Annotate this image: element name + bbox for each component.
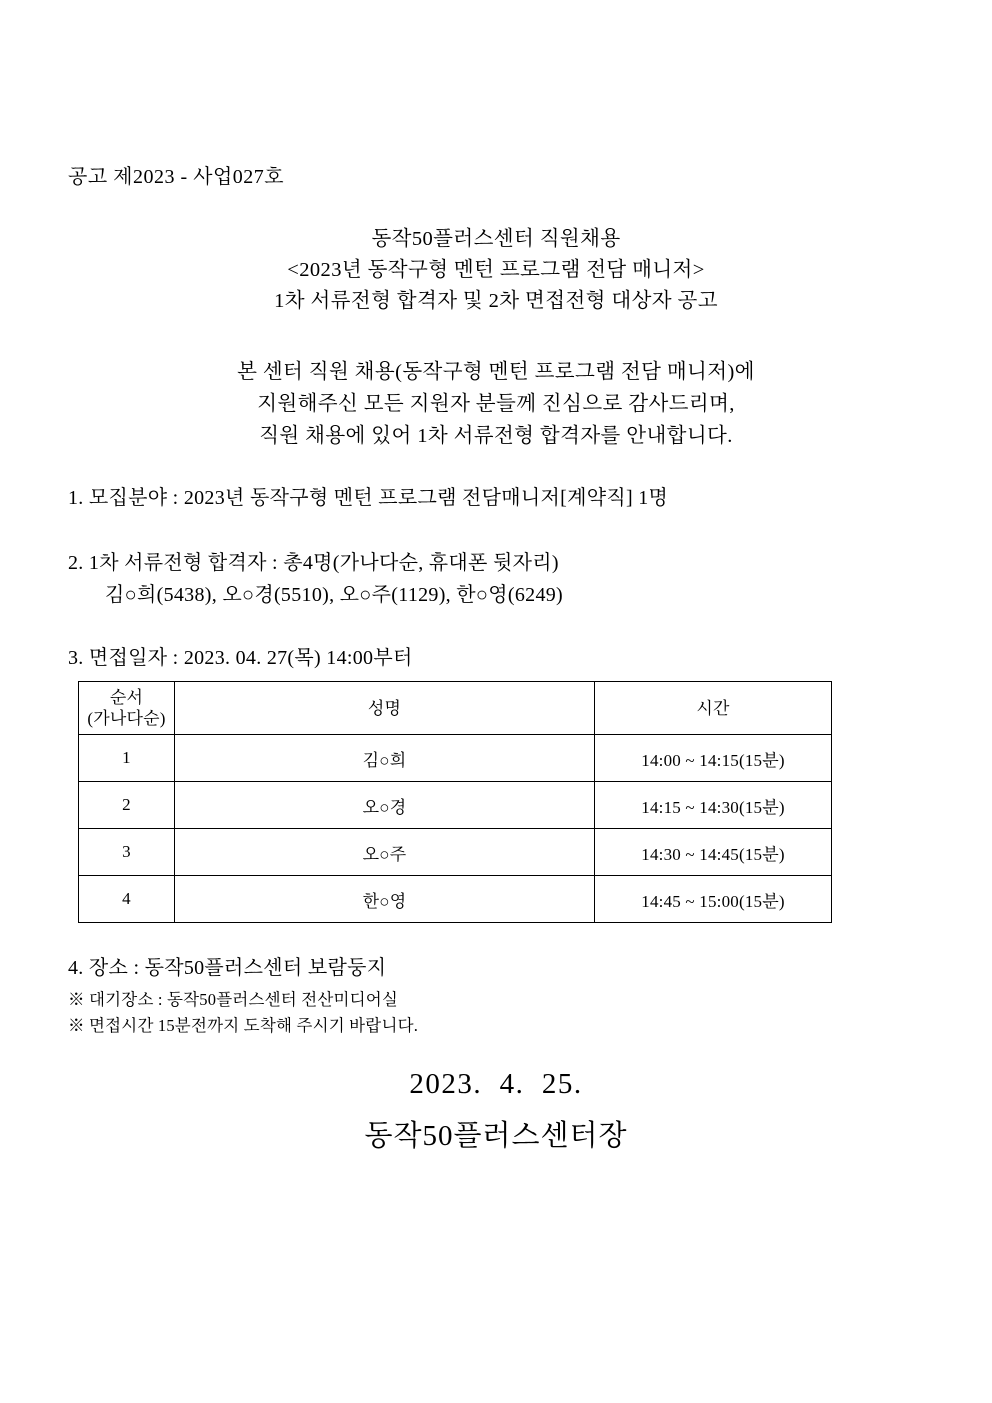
intro-line-1: 본 센터 직원 채용(동작구형 멘턴 프로그램 전담 매니저)에 [237,361,755,383]
cell-name: 오○주 [175,829,595,876]
title-block [0,224,992,317]
item-location: 4. 장소 : 동작50플러스센터 보람둥지 [68,957,387,979]
signature-organization: 동작50플러스센터장 [364,1120,628,1152]
intro-line-2: 지원해주신 모든 지원자 분들께 진심으로 감사드리며, [257,393,735,415]
note-waiting-room: ※ 대기장소 : 동작50플러스센터 전산미디어실 [68,990,399,1009]
item-recruitment-field: 1. 모집분야 : 2023년 동작구형 멘턴 프로그램 전담매니저[계약직] 1명 [68,487,669,509]
cell-order: 3 [79,829,175,876]
cell-time: 14:30 ~ 14:45(15분) [595,829,832,876]
intro-block [0,356,992,452]
document-number: 공고 제2023 - 사업027호 [68,166,285,188]
table-row [79,876,832,923]
column-header-time: 시간 [595,682,832,735]
item-document-screening-passers: 2. 1차 서류전형 합격자 : 총4명(가나다순, 휴대폰 뒷자리) [68,552,559,574]
interview-schedule-table [78,681,832,923]
column-header-order-main: 순서 [109,688,144,707]
title-line-3: 1차 서류전형 합격자 및 2차 면접전형 대상자 공고 [274,290,718,312]
cell-order: 4 [79,876,175,923]
column-header-order-sub: (가나다순) [87,709,166,728]
column-header-order [79,682,175,735]
cell-time: 14:00 ~ 14:15(15분) [595,735,832,782]
cell-order: 1 [79,735,175,782]
note-arrival-time: ※ 면접시간 15분전까지 도착해 주시기 바랍니다. [68,1016,419,1035]
cell-order: 2 [79,782,175,829]
title-line-2: <2023년 동작구형 멘턴 프로그램 전담 매니저> [287,259,705,281]
table-header [79,682,832,735]
item-interview-date: 3. 면접일자 : 2023. 04. 27(목) 14:00부터 [68,647,413,669]
signature-date: 2023. 4. 25. [409,1068,583,1100]
cell-name: 오○경 [175,782,595,829]
table-row [79,735,832,782]
table-body [79,735,832,923]
signature-block [0,1058,992,1162]
intro-line-3: 직원 채용에 있어 1차 서류전형 합격자를 안내합니다. [259,425,733,447]
cell-time: 14:15 ~ 14:30(15분) [595,782,832,829]
cell-name: 김○희 [175,735,595,782]
item-passer-name-list: 김○희(5438), 오○경(5510), 오○주(1129), 한○영(6249) [105,584,564,606]
table-row [79,782,832,829]
table-row [79,829,832,876]
column-header-name: 성명 [175,682,595,735]
title-line-1: 동작50플러스센터 직원채용 [371,228,621,250]
table-header-row [79,682,832,735]
cell-name: 한○영 [175,876,595,923]
cell-time: 14:45 ~ 15:00(15분) [595,876,832,923]
